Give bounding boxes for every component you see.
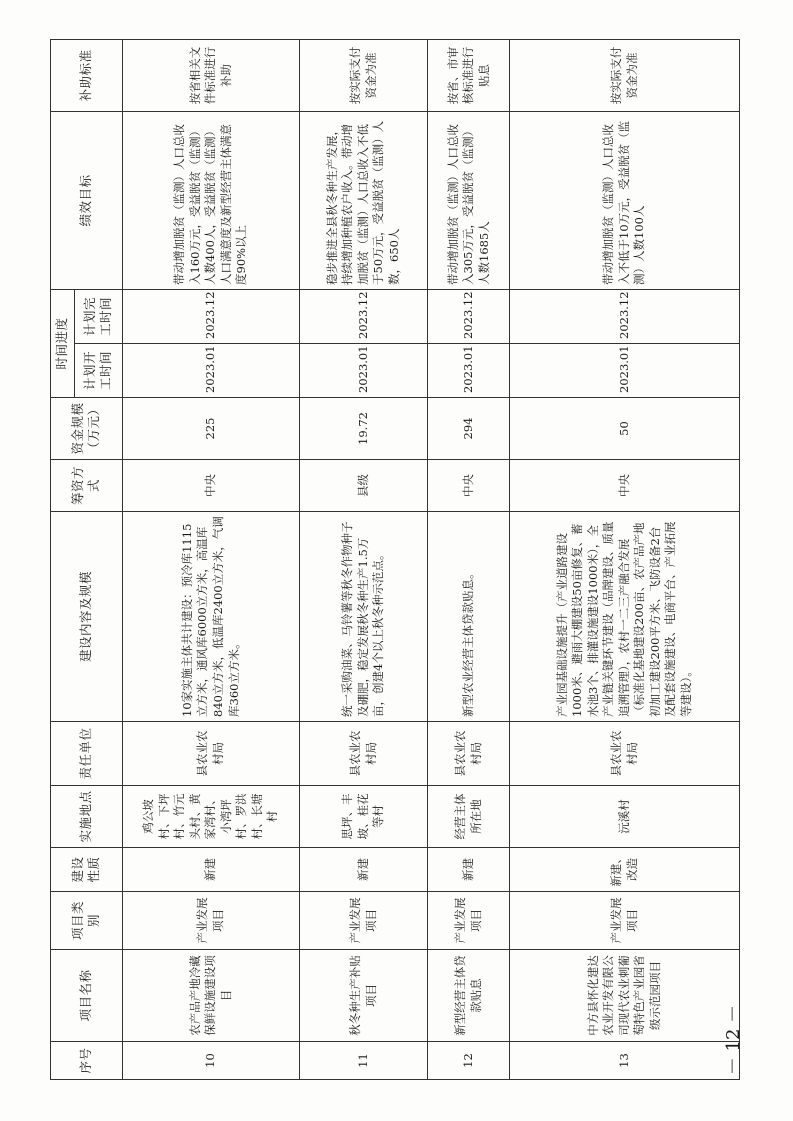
cell-goal: 带动增加脱贫（监测）人口总收入不低于10万元，受益脱贫（监测）人数100人 [510,111,740,289]
cell-nature: 新建 [428,848,510,892]
header-content: 建设内容及规模 [51,512,123,722]
cell-location: 经营主体所在地 [428,786,510,848]
cell-funding: 县级 [300,460,428,512]
cell-goal: 稳步推进全县秋冬种生产发展，持续增加种植农户收入。带动增加脱贫（监测）人口总收入不低于50万元，受益脱贫（监测）人数，650人 [300,111,428,289]
cell-seq: 10 [122,1042,299,1080]
table-row [122,39,299,1079]
cell-unit: 县农业农村局 [428,722,510,786]
cell-location: 思坪、丰坡、桂花等村 [300,786,428,848]
cell-amount: 50 [510,398,740,460]
cell-nature: 新建、改造 [510,848,740,892]
cell-category: 产业发展项目 [510,892,740,950]
cell-location: 沅溪村 [510,786,740,848]
cell-end: 2023.12 [300,289,428,343]
page-number-text: － 12 － [723,1004,745,1076]
header-amount: 资金规模（万元） [51,398,123,460]
cell-name: 秋冬种生产补贴项目 [300,950,428,1042]
table-row [510,39,740,1079]
cell-name: 中方县怀化建达农业开发有限公司现代农业刺葡萄特色产业园省级示范园项目 [510,950,740,1042]
cell-name: 新型经营主体贷款贴息 [428,950,510,1042]
table-row [300,39,428,1079]
cell-unit: 县农业农村局 [510,722,740,786]
cell-location: 鸡公坡村、下坪村、竹元头村、黄家湾村、小湾坪村、罗洪村、长塘村 [122,786,299,848]
cell-end: 2023.12 [122,289,299,343]
cell-nature: 新建 [300,848,428,892]
cell-amount: 19.72 [300,398,428,460]
cell-seq: 13 [510,1042,740,1080]
cell-subsidy: 按省、市审核标准进行贴息 [428,39,510,111]
cell-start: 2023.01 [510,344,740,398]
header-end: 计划完工时间 [74,289,122,343]
project-table [50,39,740,1080]
header-funding: 筹资方式 [51,460,123,512]
header-unit: 责任单位 [51,722,123,786]
cell-subsidy: 按实际支付资金为准 [510,39,740,111]
header-location: 实施地点 [51,786,123,848]
cell-unit: 县农业农村局 [300,722,428,786]
header-goal: 绩效目标 [51,111,123,289]
cell-amount: 225 [122,398,299,460]
page-number [712,1004,752,1076]
cell-content: 统一采购油菜、马铃薯等秋冬作物种子及硼肥，稳定发展秋冬种生产1.5万亩，创建4个以上秋冬种示范点。 [300,512,428,722]
header-schedule: 时间进度 [51,289,75,397]
cell-category: 产业发展项目 [300,892,428,950]
cell-funding: 中央 [122,460,299,512]
cell-start: 2023.01 [300,344,428,398]
cell-start: 2023.01 [428,344,510,398]
cell-name: 农产品产地冷藏保鲜设施建设项目 [122,950,299,1042]
header-category: 项目类别 [51,892,123,950]
cell-content: 产业园基础设施提升（产业道路建设1000米、避雨大棚建设50亩修复、蓄水池3个、排灌设施建设1000米），全产业链关键环节建设（品牌建设、质量追溯管理），农村一二三产融合发展（标准化基地建设200亩、农产品产地初加工建设200平方米、飞防设备2台及配套设施建设、电商平台、产业拓展等建设）。 [510,512,740,722]
cell-goal: 带动增加脱贫（监测）人口总收入305万元，受益脱贫（监测）人数1685人 [428,111,510,289]
cell-funding: 中央 [510,460,740,512]
cell-content: 新型农业经营主体贷款贴息。 [428,512,510,722]
cell-seq: 11 [300,1042,428,1080]
cell-goal: 带动增加脱贫（监测）人口总收入160万元，受益脱贫（监测）人数400人，受益脱贫（监测）人口满意度及新型经营主体满意度90%以上 [122,111,299,289]
cell-end: 2023.12 [510,289,740,343]
header-row-1 [51,39,75,1079]
cell-end: 2023.12 [428,289,510,343]
cell-funding: 中央 [428,460,510,512]
rotated-table-sheet [50,40,740,1080]
header-start: 计划开工时间 [74,344,122,398]
cell-seq: 12 [428,1042,510,1080]
cell-category: 产业发展项目 [428,892,510,950]
cell-unit: 县农业农村局 [122,722,299,786]
cell-category: 产业发展项目 [122,892,299,950]
header-nature: 建设性质 [51,848,123,892]
cell-start: 2023.01 [122,344,299,398]
cell-content: 10家实施主体共计建设：预冷库1115立方米，通风库6000立方米，高温库840立方米，低温库2400立方米，气调库360立方米。 [122,512,299,722]
header-subsidy: 补助标准 [51,39,123,111]
cell-nature: 新建 [122,848,299,892]
cell-subsidy: 按省相关文件标准进行补助 [122,39,299,111]
header-seq: 序号 [51,1042,123,1080]
cell-amount: 294 [428,398,510,460]
header-name: 项目名称 [51,950,123,1042]
table-row [428,39,510,1079]
cell-subsidy: 按实际支付资金为准 [300,39,428,111]
